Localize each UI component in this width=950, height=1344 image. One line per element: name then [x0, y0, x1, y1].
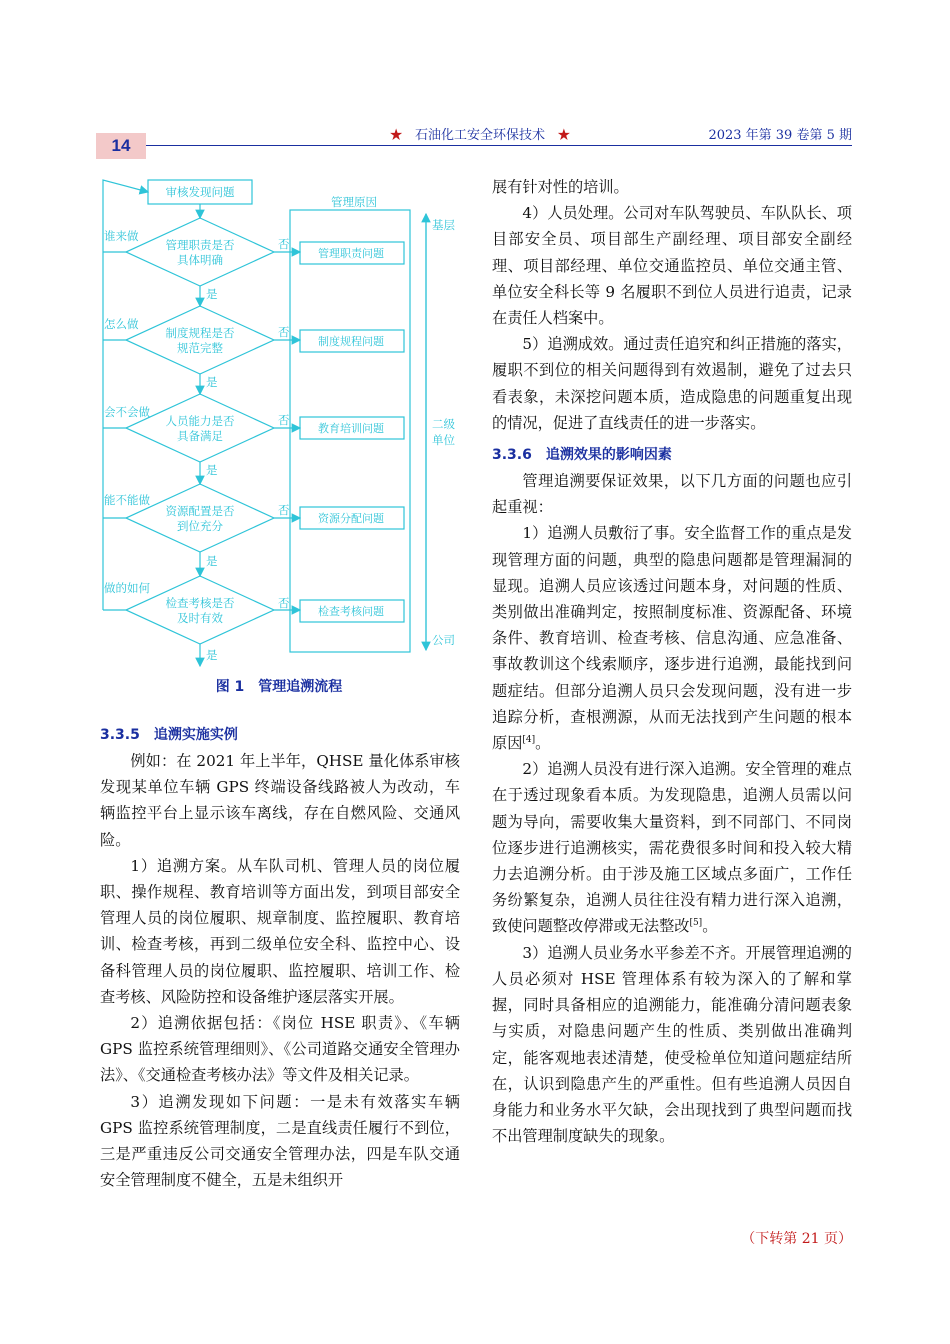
journal-name: 石油化工安全环保技术	[414, 128, 545, 143]
no-label: 否	[278, 325, 290, 339]
side-label: 怎么做	[104, 317, 139, 331]
yes-label: 是	[206, 648, 218, 662]
level-mid: 单位	[432, 433, 455, 447]
no-label: 否	[278, 237, 290, 251]
star-icon: ★	[389, 128, 403, 143]
paragraph-end: 。	[702, 917, 718, 936]
side-label: 能不能做	[104, 493, 150, 507]
paragraph: 3）追溯人员业务水平参差不齐。开展管理追溯的人员必须对 HSE 管理体系有较为深入的了解和掌握，同时具备相应的追溯能力，能准确分清问题表象与实质，对隐患问题产生的性质、类别做出准确判定，能客观地表述清楚，使受检单位知道问题症结所在，认识到隐患产生的严重性。但有些追溯人员因自身能力和业务水平欠缺，会出现找到了典型问题而找不出管理制度缺失的现象。	[492, 943, 852, 1146]
no-label: 否	[278, 413, 290, 427]
svg-text:到位充分: 到位充分	[177, 519, 223, 533]
continued-note: （下转第 21 页）	[741, 1231, 852, 1247]
paragraph: 1）追溯方案。从车队司机、管理人员的岗位履职、操作规程、教育培训等方面出发，到项目部安全管理人员的岗位履职、规章制度、监控履职、教育培训、检查考核，再到二级单位安全科、监控中心、设备科管理人员的岗位履职、监控履职、培训工作、检查考核、风险防控和设备维护逐层落实开展。	[100, 856, 460, 1006]
no-label: 否	[278, 596, 290, 610]
paragraph	[492, 756, 852, 939]
result-box: 教育培训问题	[318, 422, 384, 435]
svg-text:具体明确: 具体明确	[177, 253, 223, 267]
paragraph	[492, 520, 852, 756]
star-icon: ★	[557, 128, 571, 143]
svg-text:检查考核是否: 检查考核是否	[165, 596, 235, 610]
result-box: 资源分配问题	[318, 512, 384, 525]
svg-text:资源配置是否: 资源配置是否	[165, 504, 235, 518]
citation: [5]	[689, 918, 703, 929]
section-heading: 3.3.5 追溯实施实例	[100, 727, 238, 743]
citation: [4]	[522, 735, 536, 745]
group-title: 管理原因	[331, 195, 377, 209]
issue-info: 2023 年第 39 卷第 5 期	[708, 128, 852, 143]
flow-start-box: 审核发现问题	[165, 185, 235, 199]
level-mid: 二级	[432, 417, 455, 431]
journal-title	[360, 124, 600, 143]
paragraph: 管理追溯要保证效果，以下几方面的问题也应引起重视：	[492, 472, 852, 517]
loop-back-line	[103, 180, 148, 200]
paragraph: 3）追溯发现如下问题：一是未有效落实车辆 GPS 监控系统管理制度，二是直线责任履行不到位，三是严重违反公司交通安全管理办法，四是车队交通安全管理制度不健全，五是未组织开	[100, 1092, 460, 1190]
result-box: 检查考核问题	[318, 605, 384, 618]
side-label: 做的如何	[104, 581, 150, 595]
paragraph: 展有针对性的培训。	[492, 178, 629, 196]
level-top: 基层	[432, 218, 455, 232]
result-box: 管理职责问题	[318, 247, 384, 260]
paragraph: 5）追溯成效。通过责任追究和纠正措施的落实，履职不到位的相关问题得到有效遏制，避免了过去只看表象，未深挖问题本质，造成隐患的问题重复出现的情况，促进了直线责任的进一步落实。	[492, 335, 852, 432]
paragraph: 2）追溯依据包括：《岗位 HSE 职责》、《车辆 GPS 监控系统管理细则》、《公司道路交通安全管理办法》、《交通检查考核办法》等文件及相关记录。	[100, 1014, 460, 1085]
figure-caption: 图 1 管理追溯流程	[215, 679, 343, 695]
yes-label: 是	[206, 375, 218, 389]
paragraph-text: 1）追溯人员敷衍了事。安全监督工作的重点是发现管理方面的问题，典型的隐患问题都是管理漏洞的显现。追溯人员应该透过问题本身，对问题的性质、类别做出准确判定，按照制度标准、资源配备、环境条件、教育培训、检查考核、信息沟通、应急准备、事故教训这个线索顺序，逐步进行追溯，最能找到问题症结。但部分追溯人员只会发现问题，没有进一步追踪分析，查根溯源，从而无法找到产生问题的根本原因	[492, 524, 852, 753]
header-rule	[146, 145, 852, 146]
right-column	[492, 174, 852, 1149]
management-trace-flowchart	[96, 170, 466, 670]
decision-5	[104, 581, 384, 625]
page-number: 14	[96, 133, 146, 159]
left-column	[100, 716, 460, 1193]
no-label: 否	[278, 503, 290, 517]
side-label: 谁来做	[104, 229, 139, 243]
level-bottom: 公司	[432, 633, 455, 647]
svg-text:具备满足: 具备满足	[177, 429, 223, 443]
paragraph-end: 。	[535, 734, 551, 753]
paragraph-text: 2）追溯人员没有进行深入追溯。安全管理的难点在于透过现象看本质。为发现隐患，追溯人员需以问题为导向，需要收集大量资料，到不同部门、不同岗位逐步进行追溯核实，需花费很多时间和投入较大精力去追溯分析。由于涉及施工区域点多面广，工作任务纷繁复杂，追溯人员往往没有精力进行深入追溯，致使问题整改停滞或无法整改	[492, 760, 852, 936]
yes-label: 是	[206, 554, 218, 568]
svg-text:及时有效: 及时有效	[177, 611, 223, 625]
svg-text:管理职责是否: 管理职责是否	[165, 238, 235, 252]
result-box: 制度规程问题	[318, 335, 384, 348]
paragraph: 4）人员处理。公司对车队驾驶员、车队队长、项目部安全员、项目部生产副经理、项目部安全副经理、项目部经理、单位交通监控员、单位交通主管、单位安全科长等 9 名履职不到位人员进行追责，记录在责任人档案中。	[492, 204, 852, 328]
side-label: 会不会做	[104, 405, 150, 419]
yes-label: 是	[206, 463, 218, 477]
yes-label: 是	[206, 287, 218, 301]
paragraph: 例如：在 2021 年上半年，QHSE 量化体系审核发现某单位车辆 GPS 终端设备线路被人为改动，车辆监控平台上显示该车离线，存在自燃风险、交通风险。	[100, 752, 460, 849]
svg-text:人员能力是否: 人员能力是否	[165, 414, 235, 428]
svg-text:规范完整: 规范完整	[177, 341, 223, 355]
svg-text:制度规程是否: 制度规程是否	[165, 326, 235, 340]
section-heading: 3.3.6 追溯效果的影响因素	[492, 447, 672, 464]
